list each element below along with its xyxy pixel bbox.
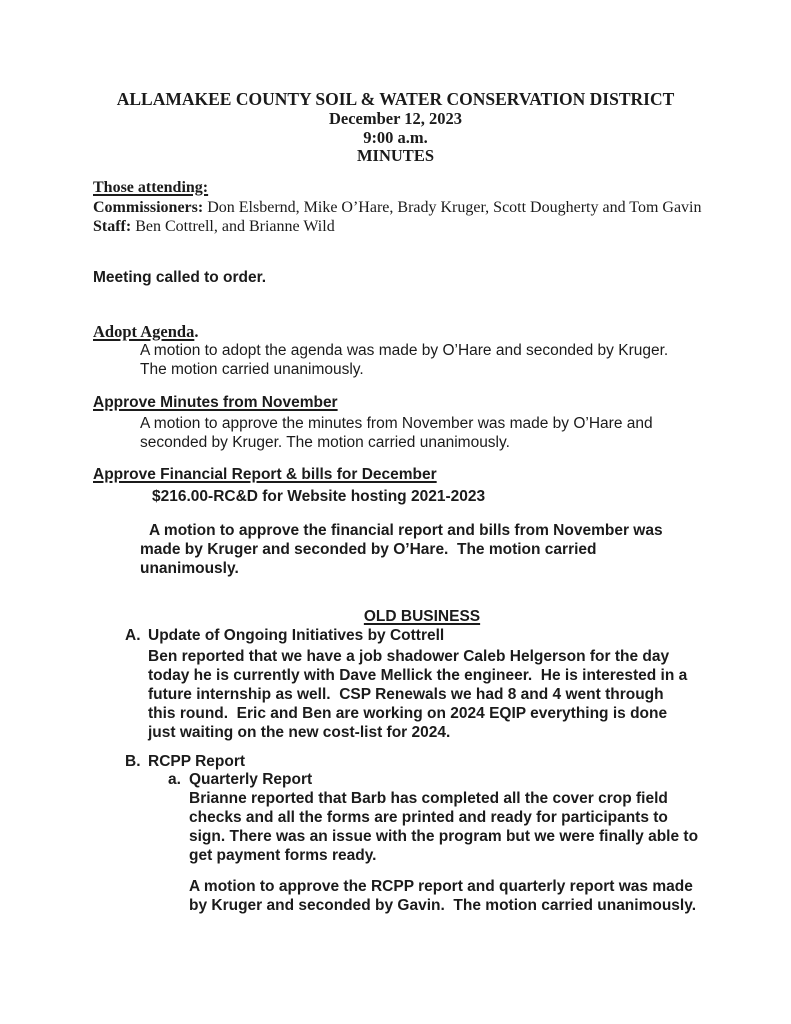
rcpp-motion-paragraph [189,877,696,915]
sub-a-line: get payment forms ready. [189,847,377,864]
commissioners-label: Commissioners: [93,198,204,216]
financial-motion-line: made by Kruger and seconded by O’Hare. The motion carried [140,541,597,558]
item-a-title: Update of Ongoing Initiatives by Cottrell [148,627,445,644]
page-title: ALLAMAKEE COUNTY SOIL & WATER CONSERVATION DISTRICT [116,89,675,109]
item-a-line: today he is currently with Dave Mellick the engineer. He is interested in a [148,667,688,684]
staff-line [93,217,702,237]
adopt-agenda-body [140,341,668,379]
commissioners-line [93,198,702,218]
sub-a-paragraph [189,789,698,865]
staff-names: Ben Cottrell, and Brianne Wild [131,218,335,235]
financial-bill-line: $216.00-RC&D for Website hosting 2021-2023 [152,488,486,505]
item-a-paragraph [148,647,687,742]
approve-minutes-body [140,414,653,452]
item-a-line: just waiting on the new cost-list for 2024. [148,724,451,741]
item-a-line: Ben reported that we have a job shadower Caleb Helgerson for the day [148,648,670,665]
sub-a-title: Quarterly Report [189,771,313,788]
attendance-heading: Those attending: [93,179,209,196]
rcpp-motion-line: by Kruger and seconded by Gavin. The motion carried unanimously. [189,897,697,914]
adopt-agenda-line: A motion to adopt the agenda was made by O’Hare and seconded by Kruger. [140,342,669,359]
item-a-label: A. [125,627,141,644]
financial-motion-line: A motion to approve the financial report and bills from November was [149,522,663,539]
sub-a-line: sign. There was an issue with the program but we were finally able to [189,828,699,845]
adopt-agenda-line: The motion carried unanimously. [140,361,364,378]
adopt-agenda-heading: Adopt Agenda. [93,322,199,341]
document-type-label: MINUTES [356,146,434,165]
old-business-heading: OLD BUSINESS [363,608,481,625]
item-b-title: RCPP Report [148,753,246,770]
sub-a-line: checks and all the forms are printed and ready for participants to [189,809,668,826]
item-a-line: future internship as well. CSP Renewals we had 8 and 4 went through [148,686,664,703]
meeting-time: 9:00 a.m. [363,127,428,147]
financial-report-heading: Approve Financial Report & bills for December [93,466,437,483]
sub-a-line: Brianne reported that Barb has completed all the cover crop field [189,790,668,807]
meeting-date: December 12, 2023 [328,109,463,128]
item-a-line: this round. Eric and Ben are working on 2024 EQIP everything is done [148,705,668,722]
financial-motion-line: unanimously. [140,560,239,577]
approve-minutes-line: A motion to approve the minutes from November was made by O’Hare and [140,415,653,432]
approve-minutes-heading: Approve Minutes from November [93,394,338,411]
rcpp-motion-line: A motion to approve the RCPP report and quarterly report was made [189,878,693,895]
attendance-section [93,178,702,237]
item-b-label: B. [125,753,141,770]
item-b-sub-a [168,771,312,789]
staff-label: Staff: [93,218,132,235]
meeting-called-to-order: Meeting called to order. [93,269,267,286]
old-business-item-a [125,627,444,645]
sub-a-label: a. [168,771,181,788]
financial-motion-paragraph [140,521,663,578]
old-business-item-b [125,753,245,771]
document-header [0,89,791,166]
approve-minutes-line: seconded by Kruger. The motion carried unanimously. [140,434,510,451]
adopt-agenda-heading-period: . [194,322,199,341]
commissioners-names: Don Elsbernd, Mike O’Hare, Brady Kruger, Scott Dougherty and Tom Gavin [203,198,702,216]
